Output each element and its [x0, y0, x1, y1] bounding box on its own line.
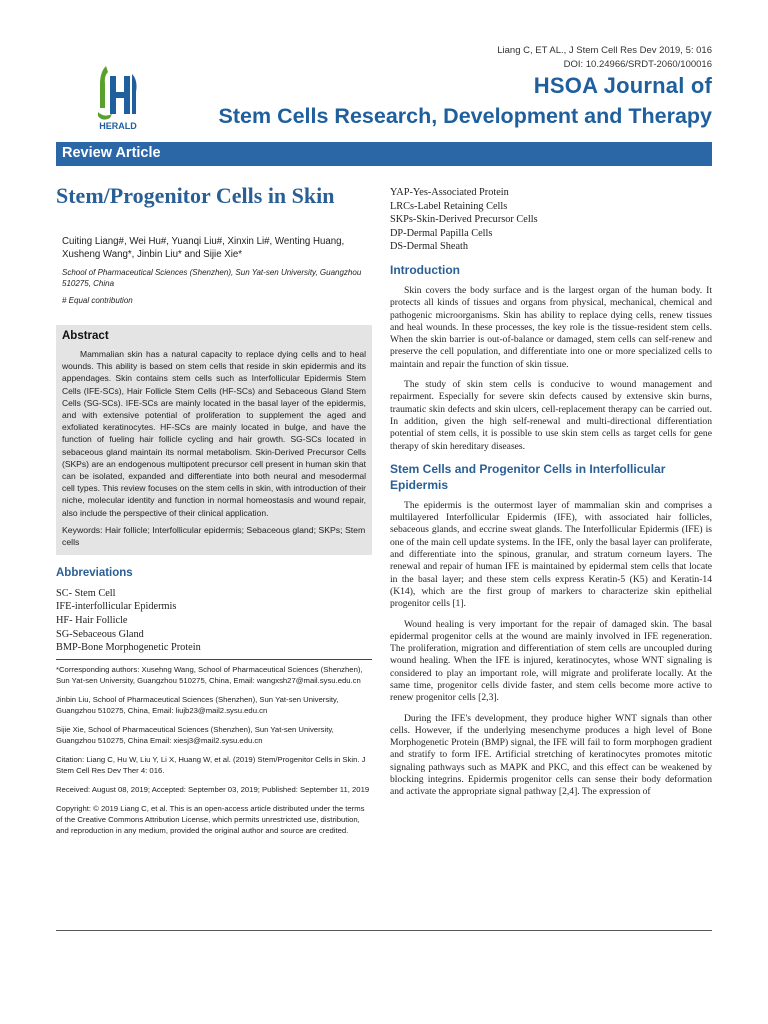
divider [56, 659, 372, 660]
article-type-bar [56, 142, 712, 166]
list-item: IFE-interfollicular Epidermis [56, 601, 177, 613]
keywords: Keywords: Hair follicle; Interfollicular epidermis; Sebaceous gland; SKPs; Stem cells [62, 524, 366, 547]
logo-text: HERALD [99, 121, 137, 131]
paragraph: The epidermis is the outermost layer of mammalian skin and comprises a multilayered Interfollicular Epidermis (IFE), with associated hair follicles, sebaceous glands, and eccrine sweat glands. The Interfollicular Epidermis (IFE) is one of the main cell update systems. In the IFE, only the basal layer can proliferate, and differentiate into the spinous, granular, and stratum corneum layers. The renewal and repair of human IFE is maintained by epidermal stem cells that locate in the basal layer; and these stem cells express Keratin-5 (K5) and Keratin-14 (K14), which are the first group of markers to characterize skin epithelial progenitor cells [1]. [390, 499, 712, 610]
article-title: Stem/Progenitor Cells in Skin [56, 183, 335, 208]
paragraph: Wound healing is very important for the repair of damaged skin. The basal epidermal progenitor cells at the wound are mainly involved in IFE regeneration. The proliferation, migration and differentiation of stem cells are uncoupled during wound healing. When the IFE is injured, keratinocytes, whose WNT signaling is considered to play an important role, will migrate and proliferate locally. At the same time, progenitor cells divide faster, and stem cells become more active to renew progenitor cells [2,3]. [390, 618, 712, 704]
left-column [56, 183, 372, 844]
right-column [390, 186, 712, 807]
paragraph: The study of skin stem cells is conducive to wound management and repairment. Especially for severe skin defects caused by extensive skin burns, traumatic skin defects and skin ulcers, cell-replacement therapy can be carried out. In addition, given the high self-renewal and multi-directional differentiation potential of stem cells, it is possible to use skin stem cells as target cells for gene therapy of skin hereditary diseases. [390, 379, 712, 452]
article-type-label: Review Article [62, 145, 161, 161]
paragraph: During the IFE's development, they produce higher WNT signals than other cells. However, if the underlying mesenchyme produces a high level of Bone Morphogenetic Protein (BMP) signal, the IFE will fail to form morphogen gradient and stratify to form IFE. Artificial stretching of keratinocytes promotes mitotic signaling pathways such as MAPK and PKC, and this effect can be weakened by blocking integrins. Epidermis progenitor cells can sense their body deformation and activate the appropriate signal pathway [2,4]. The expression of [390, 712, 712, 798]
list-item: YAP-Yes-Associated Protein [390, 187, 509, 198]
journal-name: HSOA Journal of [533, 73, 712, 98]
list-item: SG-Sebaceous Gland [56, 628, 144, 640]
list-item: HF- Hair Follicle [56, 615, 128, 627]
abstract-box [56, 325, 372, 555]
dates-note: Received: August 08, 2019; Accepted: September 03, 2019; Published: September 11, 2019 [56, 784, 370, 794]
affiliation: School of Pharmaceutical Sciences (Shenzhen), Sun Yat-sen University, Guangzhou 510275, China [62, 268, 362, 288]
journal-subtitle: Stem Cells Research, Development and Therapy [218, 104, 712, 128]
author-contact-note: Jinbin Liu, School of Pharmaceutical Sciences (Shenzhen), Sun Yat-sen University, Guangzhou 510275, China, Email: liujb23@mail2.sysu.edu.cn [56, 694, 339, 715]
author-contact-note: Sijie Xie, School of Pharmaceutical Sciences (Shenzhen), Sun Yat-sen University, Guangzhou 510275, China Email: xiesj3@mail2.sysu.edu.cn [56, 724, 334, 745]
introduction-heading: Introduction [390, 262, 460, 277]
doi-text: DOI: 10.24966/SRDT-2060/100016 [563, 59, 712, 70]
list-item: DS-Dermal Sheath [390, 241, 469, 253]
citation-note: Citation: Liang C, Hu W, Liu Y, Li X, Huang W, et al. (2019) Stem/Progenitor Cells in Skin. J Stem Cell Res Dev Ther 4: 016. [56, 754, 366, 775]
copyright-note: Copyright: © 2019 Liang C, et al. This is an open-access article distributed under the terms of the Creative Commons Attribution License, which permits unrestricted use, distribution, and reproduction in any medium, provided the original author and source are credited. [56, 803, 365, 835]
section-heading: Stem Cells and Progenitor Cells in Interfollicular Epidermis [390, 461, 666, 492]
equal-contribution-note: # Equal contribution [62, 296, 133, 305]
list-item: DP-Dermal Papilla Cells [390, 227, 493, 239]
abbreviations-list-continued [390, 186, 712, 254]
herald-logo [92, 62, 144, 132]
list-item: SKPs-Skin-Derived Precursor Cells [390, 214, 538, 226]
list-item: SC- Stem Cell [56, 587, 116, 599]
abbreviations-list [56, 587, 372, 655]
author-list: Cuiting Liang#, Wei Hu#, Yuanqi Liu#, Xinxin Li#, Wenting Huang, Xusheng Wang*, Jinbin Liu* and Sijie Xie* [62, 236, 345, 260]
list-item: BMP-Bone Morphogenetic Protein [56, 642, 201, 654]
corresponding-author-note: *Corresponding authors: Xusehng Wang, School of Pharmaceutical Sciences (Shenzhen), Sun Yat-sen University, Guangzhou 510275, China, Email: wangxsh27@mail.sysu.edu.cn [56, 664, 363, 685]
citation-text: Liang C, ET AL., J Stem Cell Res Dev 2019, 5: 016 [497, 45, 712, 56]
abstract-text: Mammalian skin has a natural capacity to replace dying cells and to heal wounds. This ability is based on stem cells that reside in skin epidermis and its appendages. Skin contains stem cells such as Interfollicular Epidermis Stem Cells (IFE-SCs), Hair Follicle Stem Cells (HF-SCs) and Sebaceous Gland Stem Cells (SG-SCs). IFE-SCs are mainly located in the basal layer of the epidermis, and with extensive potential of proliferation to supplement the aged and exfoliated keratinocytes. HF-SCs are mainly located in bulge, and have the function of fueling hair follicle cycling and hair growth. SG-SCs located in sebaceous gland maintain its normal metabolism. Skin-Derived Precursor Cells (SKPs) are an endogenous multipotent precursor cell present in human skin that can be isolated, expanded and differentiate into both neural and mesodermal cell types. This review focuses on the stem cells in skin, with introduction of their niche, molecular identity and function in normal homeostasis and wound repair, also include the perspective of their clinical application. [62, 349, 366, 518]
page-bottom-divider [56, 930, 712, 931]
list-item: LRCs-Label Retaining Cells [390, 200, 508, 212]
abstract-heading: Abstract [62, 330, 109, 342]
citation-header [497, 44, 712, 72]
abbreviations-heading: Abbreviations [56, 566, 133, 579]
paragraph: Skin covers the body surface and is the largest organ of the human body. It protects all kinds of tissues and organs from physical, mechanical, chemical and pathogenic microorganisms. Skin has ability to replace dying cells, renew tissues and heal wounds. In these processes, the key role is the tissue-resident stem cells. When the skin barrier is out-of-balance or damaged, stem cells can self-renew and preserve the cell population, and differentiate into one or more specialized cells to maintain and repair the function of skin tissue. [390, 284, 712, 370]
